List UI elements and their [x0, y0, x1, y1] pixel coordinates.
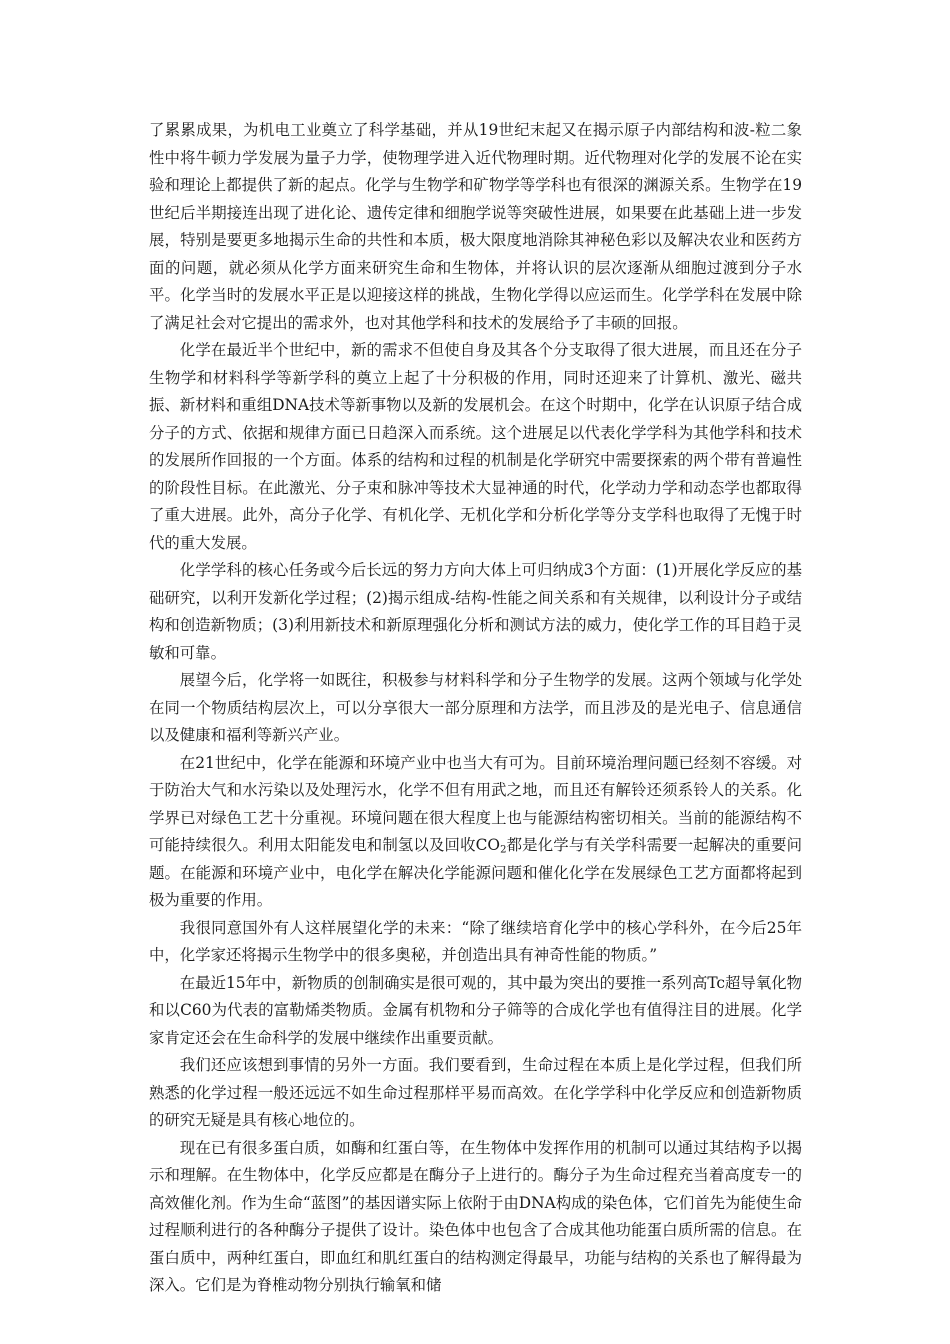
paragraph-3: 化学学科的核心任务或今后长远的努力方向大体上可归纳成3个方面：(1)开展化学反应的基础研究，以利开发新化学过程；(2)揭示组成-结构-性能之间关系和有关规律，以利设计分子或结构和创造新物质；(3)利用新技术和新原理强化分析和测试方法的威力，使化学工作的耳目趋于灵敏和可靠。 — [149, 561, 802, 662]
paragraph-5-text-after: 都是化学与有关学科需要一起解决的重要问题。在能源和环境产业中，电化学在解决化学能源问题和催化化学在发展绿色工艺方面都将起到极为重要的作用。 — [149, 836, 802, 909]
paragraph-9: 现在已有很多蛋白质，如酶和红蛋白等，在生物体中发挥作用的机制可以通过其结构予以揭示和理解。在生物体中，化学反应都是在酶分子上进行的。酶分子为生命过程充当着高度专一的高效催化剂。作为生命“蓝图”的基因谱实际上依附于由DNA构成的染色体，它们首先为能使生命过程顺利进行的各种酶分子提供了设计。染色体中也包含了合成其他功能蛋白质所需的信息。在蛋白质中，两种红蛋白，即血红和肌红蛋白的结构测定得最早，功能与结构的关系也了解得最为深入。它们是为脊椎动物分别执行输氧和储 — [149, 1138, 802, 1294]
paragraph-2: 化学在最近半个世纪中，新的需求不但使自身及其各个分支取得了很大进展，而且还在分子生物学和材料科学等新学科的奠立上起了十分积极的作用，同时还迎来了计算机、激光、磁共振、新材料和重组DNA技术等新事物以及新的发展机会。在这个时期中，化学在认识原子结合成分子的方式、依据和规律方面已日趋深入而系统。这个进展足以代表化学学科为其他学科和技术的发展所作回报的一个方面。体系的结构和过程的机制是化学研究中需要探索的两个带有普遍性的阶段性目标。在此激光、分子束和脉冲等技术大显神通的时代，化学动力学和动态学也都取得了重大进展。此外，高分子化学、有机化学、无机化学和分析化学等分支学科也取得了无愧于时代的重大发展。 — [149, 341, 802, 552]
paragraph-5-text-before: 在21世纪中，化学在能源和环境产业中也当大有可为。目前环境治理问题已经刻不容缓。对于防治大气和水污染以及处理污水，化学不但有用武之地，而且还有解铃还须系铃人的关系。化学界已对绿色工艺十分重视。环境问题在很大程度上也与能源结构密切相关。当前的能源结构不可能持续很久。利用太阳能发电和制氢以及回收CO — [149, 753, 802, 854]
paragraph-6: 我很同意国外有人这样展望化学的未来：“除了继续培育化学中的核心学科外，在今后25年中，化学家还将揭示生物学中的很多奥秘，并创造出具有神奇性能的物质。” — [149, 918, 802, 964]
paragraph-1: 了累累成果，为机电工业奠立了科学基础，并从19世纪末起又在揭示原子内部结构和波-粒二象性中将牛顿力学发展为量子力学，使物理学进入近代物理时期。近代物理对化学的发展不论在实验和理论上都提供了新的起点。化学与生物学和矿物学等学科也有很深的渊源关系。生物学在19世纪后半期接连出现了进化论、遗传定律和细胞学说等突破性进展，如果要在此基础上进一步发展，特别是要更多地揭示生命的共性和本质，极大限度地消除其神秘色彩以及解决农业和医药方面的问题，就必须从化学方面来研究生命和生物体，并将认识的层次逐渐从细胞过渡到分子水平。化学当时的发展水平正是以迎接这样的挑战，生物化学得以应运而生。化学学科在发展中除了满足社会对它提出的需求外，也对其他学科和技术的发展给予了丰硕的回报。 — [149, 121, 802, 332]
document-body — [149, 117, 802, 1300]
paragraph-7: 在最近15年中，新物质的创制确实是很可观的，其中最为突出的要推一系列高Tc超导氧化物和以C60为代表的富勒烯类物质。金属有机物和分子筛等的合成化学也有值得注目的进展。化学家肯定还会在生命科学的发展中继续作出重要贡献。 — [149, 973, 802, 1047]
paragraph-5 — [149, 750, 802, 915]
co2-subscript: 2 — [500, 844, 507, 856]
paragraph-8: 我们还应该想到事情的另外一方面。我们要看到，生命过程在本质上是化学过程，但我们所熟悉的化学过程一般还远远不如生命过程那样平易而高效。在化学学科中化学反应和创造新物质的研究无疑是具有核心地位的。 — [149, 1056, 802, 1129]
paragraph-4: 展望今后，化学将一如既往，积极参与材料科学和分子生物学的发展。这两个领域与化学处在同一个物质结构层次上，可以分享很大一部分原理和方法学，而且涉及的是光电子、信息通信以及健康和福利等新兴产业。 — [149, 671, 802, 744]
